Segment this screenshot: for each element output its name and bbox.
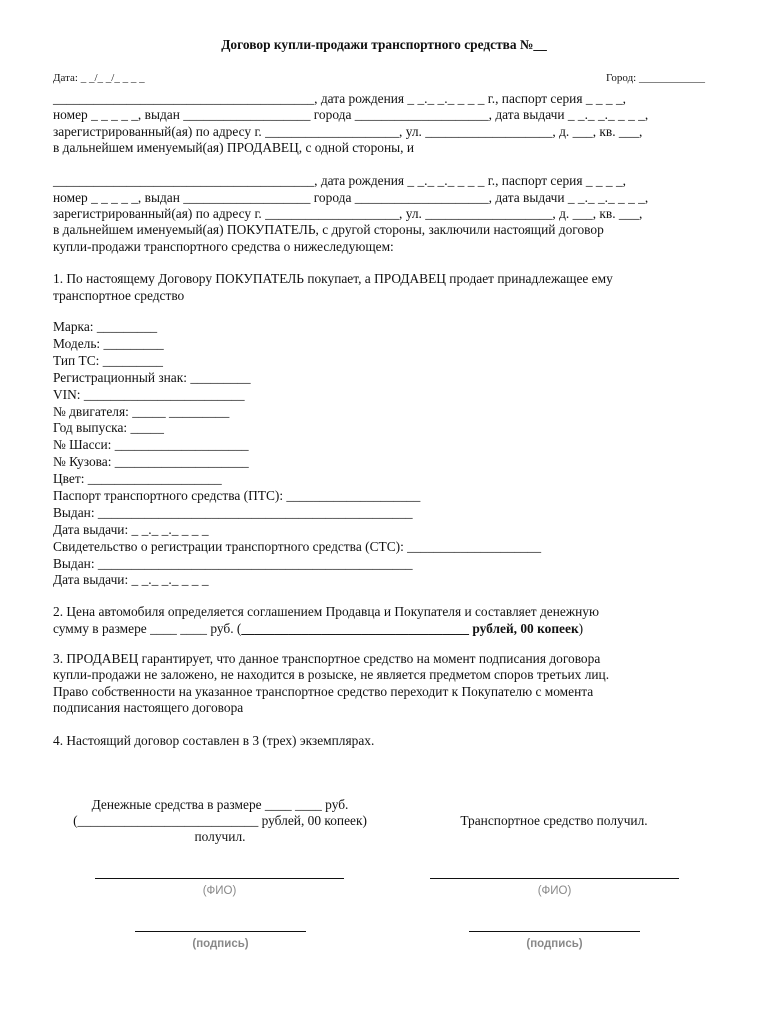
section2-line-2 [53,621,583,637]
vehicle-received-line: Транспортное средство получил. [460,813,648,828]
section2-line-1: 2. Цена автомобиля определяется соглашением Продавца и Покупателя и составляет денежную [53,604,599,619]
date-label: Дата: _ _/_ _/_ _ _ _ [53,72,145,84]
vehicle-field: Дата выдачи: _ _._ _._ _ _ _ [53,522,209,537]
vehicle-field: № Шасси: ____________________ [53,437,249,452]
fio-line-right [430,878,679,879]
seller-line-4: в дальнейшем именуемый(ая) ПРОДАВЕЦ, с одной стороны, и [53,140,414,155]
money-received-line-3: получил. [194,829,246,844]
signature-caption-right: (подпись) [526,938,583,950]
vehicle-field: Выдан: _______________________________________________ [53,505,413,520]
document-title: Договор купли-продажи транспортного средства №__ [221,37,547,52]
section2-amount-prefix: сумму в размере ____ ____ руб. ( [53,621,242,636]
buyer-line-5: купли-продажи транспортного средства о нижеследующем: [53,239,394,254]
vehicle-field: № двигателя: _____ _________ [53,404,230,419]
section2-amount-words: __________________________________ рублей, 00 копеек [241,621,579,636]
fio-caption-left: (ФИО) [202,885,237,897]
vehicle-field: Паспорт транспортного средства (ПТС): ____________________ [53,488,421,503]
fio-line-left [95,878,344,879]
seller-line-2: номер _ _ _ _ _, выдан ___________________ города ____________________, дата выдачи _ _._ _._ _ _ _, [53,107,649,122]
section3-line-3: Право собственности на указанное транспортное средство переходит к Покупателю с момента [53,684,594,699]
vehicle-field: Тип ТС: _________ [53,353,163,368]
section3-line-1: 3. ПРОДАВЕЦ гарантирует, что данное транспортное средство на момент подписания договора [53,651,601,666]
buyer-line-3: зарегистрированный(ая) по адресу г. ____________________, ул. ___________________, д. ___, кв. ___, [53,206,643,221]
vehicle-field: № Кузова: ____________________ [53,454,249,469]
city-label: Город: ____________ [606,72,705,84]
money-received-line-1: Денежные средства в размере ____ ____ руб. [91,797,349,812]
vehicle-field: Регистрационный знак: _________ [53,370,251,385]
vehicle-field: Свидетельство о регистрации транспортного средства (СТС): ____________________ [53,539,542,554]
section3-line-2: купли-продажи не заложено, не находится в розыске, не является предметом споров третьих лиц. [53,667,610,682]
section1-line-1: 1. По настоящему Договору ПОКУПАТЕЛЬ покупает, а ПРОДАВЕЦ продает принадлежащее ему [53,271,613,286]
buyer-line-2: номер _ _ _ _ _, выдан ___________________ города ____________________, дата выдачи _ _._ _._ _ _ _, [53,190,649,205]
buyer-line-4: в дальнейшем именуемый(ая) ПОКУПАТЕЛЬ, с другой стороны, заключили настоящий договор [53,222,604,237]
vehicle-field: Цвет: ____________________ [53,471,222,486]
signature-line-left [135,931,306,932]
section1-line-2: транспортное средство [53,288,185,303]
signature-caption-left: (подпись) [192,938,249,950]
section2-amount-suffix: ) [578,621,584,636]
vehicle-field: Модель: _________ [53,336,164,351]
seller-line-3: зарегистрированный(ая) по адресу г. ____________________, ул. ___________________, д. ___, кв. ___, [53,124,643,139]
section4-line: 4. Настоящий договор составлен в 3 (трех) экземплярах. [53,733,375,748]
section3-line-4: подписания настоящего договора [53,700,244,715]
fio-caption-right: (ФИО) [537,885,572,897]
vehicle-field: Год выпуска: _____ [53,420,164,435]
vehicle-field: VIN: ________________________ [53,387,245,402]
vehicle-field: Дата выдачи: _ _._ _._ _ _ _ [53,572,209,587]
vehicle-field: Марка: _________ [53,319,158,334]
buyer-line-1: _______________________________________, дата рождения _ _._ _._ _ _ _ г., паспорт серия _ _ _ _, [53,173,627,188]
money-received-line-2: (___________________________ рублей, 00 копеек) [73,813,367,828]
signature-line-right [469,931,640,932]
vehicle-field: Выдан: _______________________________________________ [53,556,413,571]
seller-line-1: _______________________________________, дата рождения _ _._ _._ _ _ _ г., паспорт серия _ _ _ _, [53,91,627,106]
